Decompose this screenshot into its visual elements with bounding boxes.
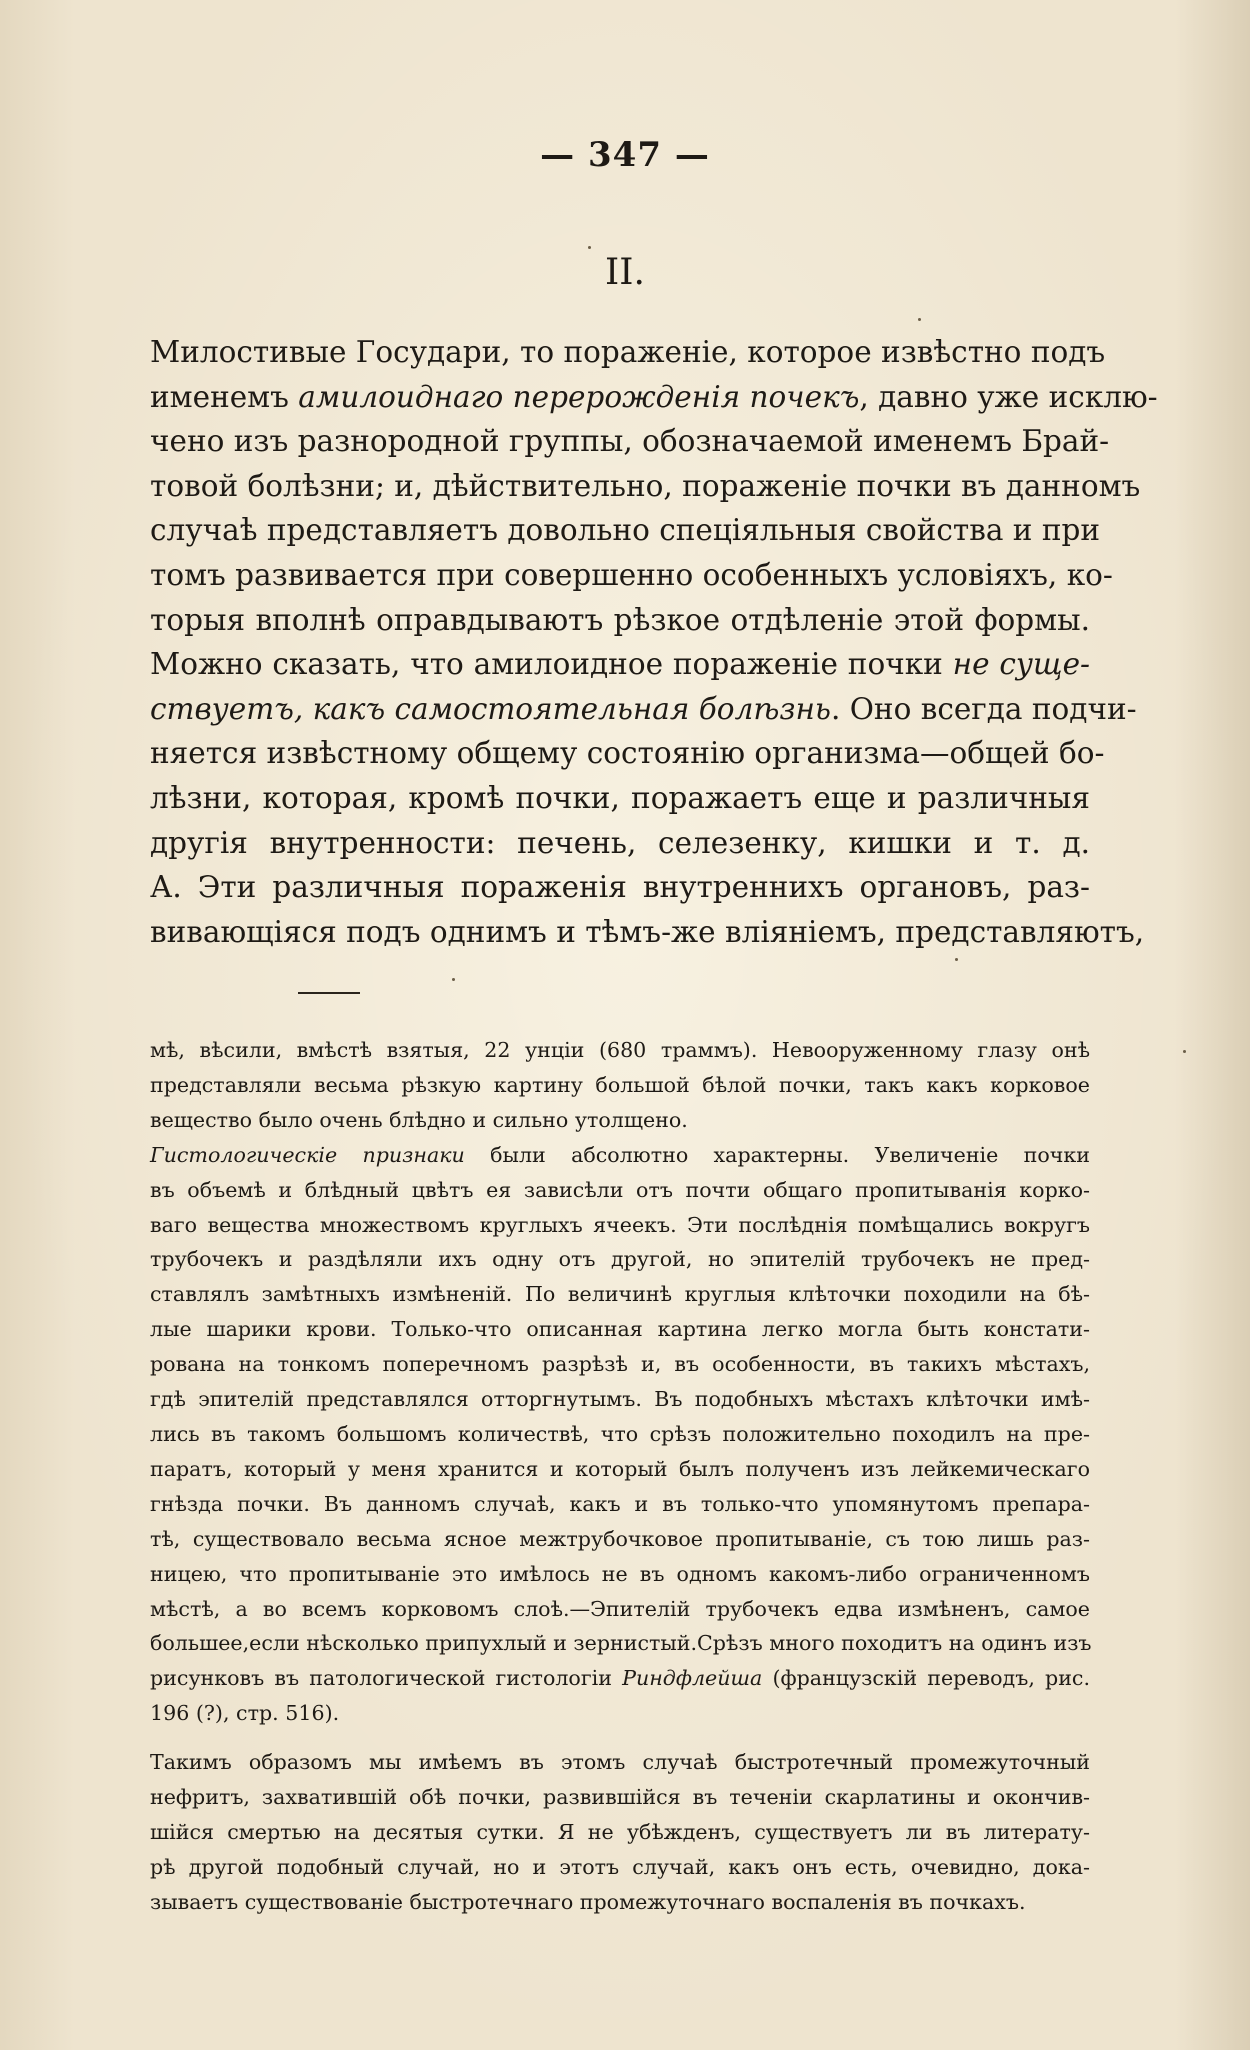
text-line — [150, 1347, 1090, 1382]
text-run: именемъ — [150, 379, 299, 414]
print-speck — [588, 246, 591, 249]
text-line — [150, 865, 1090, 910]
text-line — [150, 1138, 1090, 1173]
text-line — [150, 687, 1137, 732]
text-run: другія внутренности: печень, селезенку, кишки и т. д. — [150, 825, 1090, 860]
italic-text-run: не суще- — [952, 647, 1091, 682]
text-line — [150, 1522, 1090, 1557]
text-line — [150, 731, 1105, 776]
text-run: Можно сказать, что амилоидное пораженіе почки — [150, 647, 953, 682]
text-run: , давно уже исклю- — [859, 379, 1158, 414]
text-run: лые шарики крови. Только-что описанная картина легко могла быть констати- — [150, 1317, 1090, 1342]
italic-text-run: Гистологическіе признаки — [150, 1142, 465, 1167]
text-run: представляли весьма рѣзкую картину большой бѣлой почки, такъ какъ корковое — [150, 1072, 1090, 1097]
text-line — [150, 1208, 1090, 1243]
text-line — [150, 1417, 1090, 1452]
italic-text-run: ствуетъ, какъ самостоятельная болѣзнь — [150, 691, 831, 726]
text-line — [150, 1242, 1090, 1277]
text-line — [150, 821, 1090, 866]
text-run: были абсолютно характерны. Увеличеніе почки — [464, 1142, 1090, 1167]
text-line — [150, 1661, 1090, 1696]
text-line — [150, 1592, 1090, 1627]
text-run: рѣ другой подобный случай, но и этотъ случай, какъ онъ есть, очевидно, дока- — [150, 1854, 1090, 1879]
text-line — [150, 1626, 1090, 1661]
text-run: зываетъ существованіе быстротечнаго промежуточнаго воспаленія въ почкахъ. — [150, 1889, 1026, 1914]
text-run: томъ развивается при совершенно особенныхъ условіяхъ, ко- — [150, 557, 1113, 592]
italic-text-run: амилоиднаго перерожденія почекъ — [298, 379, 860, 414]
text-line — [150, 1452, 1090, 1487]
text-run: вивающіяся подъ однимъ и тѣмъ-же вліяніемъ, представляютъ, — [150, 914, 1145, 949]
text-line — [150, 642, 1090, 687]
text-run: товой болѣзни; и, дѣйствительно, пораженіе почки въ данномъ — [150, 468, 1141, 503]
text-run: рована на тонкомъ поперечномъ разрѣзѣ и, въ особенности, въ такихъ мѣстахъ, — [150, 1352, 1090, 1377]
text-line — [150, 375, 1158, 420]
text-line — [150, 1277, 1090, 1312]
print-speck — [918, 318, 921, 321]
paragraph-gap — [150, 1731, 1090, 1745]
text-run: нефритъ, захватившій обѣ почки, развившійся въ теченіи скарлатины и окончив- — [150, 1785, 1090, 1810]
page-number: — 347 — — [540, 135, 710, 175]
text-run: 196 (?), стр. 516). — [150, 1701, 340, 1726]
footnote-paragraph-3 — [150, 1745, 1090, 1920]
text-run: большее,если нѣсколько припухлый и зернистый.Срѣзъ много походитъ на одинъ изъ — [150, 1631, 1092, 1656]
text-line — [150, 1382, 1090, 1417]
italic-text-run: Риндфлейша — [622, 1666, 763, 1691]
text-line — [150, 508, 1101, 553]
footnote-text — [150, 1033, 1090, 1920]
text-line — [150, 776, 1090, 821]
text-line — [150, 553, 1113, 598]
section-heading: II. — [605, 252, 645, 293]
text-line — [150, 419, 1110, 464]
text-run: ставлялъ замѣтныхъ измѣненій. По величинѣ круглыя клѣточки походили на бѣ- — [150, 1282, 1090, 1307]
text-line — [150, 910, 1145, 955]
text-run: трубочекъ и раздѣляли ихъ одну отъ другой, но эпителій трубочекъ не пред- — [150, 1247, 1090, 1272]
text-run: А. Эти различныя пораженія внутреннихъ органовъ, раз- — [150, 870, 1090, 905]
text-line — [150, 1173, 1090, 1208]
text-run: въ объемѣ и блѣдный цвѣтъ ея зависѣли отъ почти общаго пропитыванія корко- — [150, 1177, 1090, 1202]
print-speck — [1183, 1050, 1186, 1053]
text-run: лѣзни, которая, кромѣ почки, поражаетъ еще и различныя — [150, 780, 1090, 815]
text-line — [150, 1487, 1090, 1522]
text-run: паратъ, который у меня хранится и который былъ полученъ изъ лейкемическаго — [150, 1456, 1090, 1481]
text-line — [150, 1557, 1090, 1592]
text-line — [150, 330, 1106, 375]
text-line — [150, 1312, 1090, 1347]
text-line — [150, 1068, 1090, 1103]
text-run: гнѣзда почки. Въ данномъ случаѣ, какъ и въ только-что упомянутомъ препара- — [150, 1491, 1090, 1516]
text-run: мѣстѣ, а во всемъ корковомъ слоѣ.—Эпителій трубочекъ едва измѣненъ, самое — [150, 1596, 1090, 1621]
text-run: тѣ, существовало весьма ясное межтрубочковое пропитываніе, съ тою лишь раз- — [150, 1526, 1090, 1551]
main-body-text — [150, 330, 1158, 954]
text-run: Милостивые Государи, то пораженіе, которое извѣстно подъ — [150, 335, 1106, 369]
text-run: случаѣ представляетъ довольно спеціяльныя свойства и при — [150, 513, 1101, 548]
footnote-paragraph-1 — [150, 1033, 1090, 1138]
text-run: . Оно всегда подчи- — [830, 691, 1137, 726]
text-line — [150, 1745, 1090, 1780]
text-line — [150, 464, 1141, 509]
text-line — [150, 1815, 1090, 1850]
text-run: вещество было очень блѣдно и сильно утолщено. — [150, 1107, 688, 1132]
text-run: (французскій переводъ, рис. — [762, 1666, 1090, 1691]
text-line — [150, 1885, 1090, 1920]
text-line — [150, 1850, 1090, 1885]
footnote-paragraph-2 — [150, 1138, 1090, 1731]
text-run: Такимъ образомъ мы имѣемъ въ этомъ случаѣ быстротечный промежуточный — [150, 1750, 1090, 1775]
text-run: рисунковъ въ патологической гистологіи — [150, 1666, 623, 1691]
text-line — [150, 1780, 1090, 1815]
text-run: няется извѣстному общему состоянію организма—общей бо- — [150, 736, 1105, 771]
text-run: гдѣ эпителій представлялся отторгнутымъ. Въ подобныхъ мѣстахъ клѣточки имѣ- — [150, 1387, 1090, 1412]
text-run: торыя вполнѣ оправдываютъ рѣзкое отдѣленіе этой формы. — [150, 602, 1090, 637]
text-line — [150, 1033, 1090, 1068]
text-run: чено изъ разнородной группы, обозначаемой именемъ Брай- — [150, 424, 1110, 459]
text-run: шійся смертью на десятыя сутки. Я не убѣжденъ, существуетъ ли въ литерату- — [150, 1819, 1090, 1844]
text-line — [150, 598, 1090, 643]
text-run: ницею, что пропитываніе это имѣлось не въ одномъ какомъ-либо ограниченномъ — [150, 1561, 1090, 1586]
text-line — [150, 1103, 1090, 1138]
print-speck — [452, 978, 455, 981]
text-run: ваго вещества множествомъ круглыхъ ячеекъ. Эти послѣднія помѣщались вокругъ — [150, 1212, 1090, 1237]
footnote-separator-rule — [298, 992, 360, 994]
text-line — [150, 1696, 1090, 1731]
text-run: лись въ такомъ большомъ количествѣ, что срѣзъ положительно походилъ на пре- — [150, 1421, 1090, 1446]
text-run: мѣ, вѣсили, вмѣстѣ взятыя, 22 унціи (680 траммъ). Невооруженному глазу онѣ — [150, 1038, 1090, 1062]
print-speck — [955, 958, 958, 961]
